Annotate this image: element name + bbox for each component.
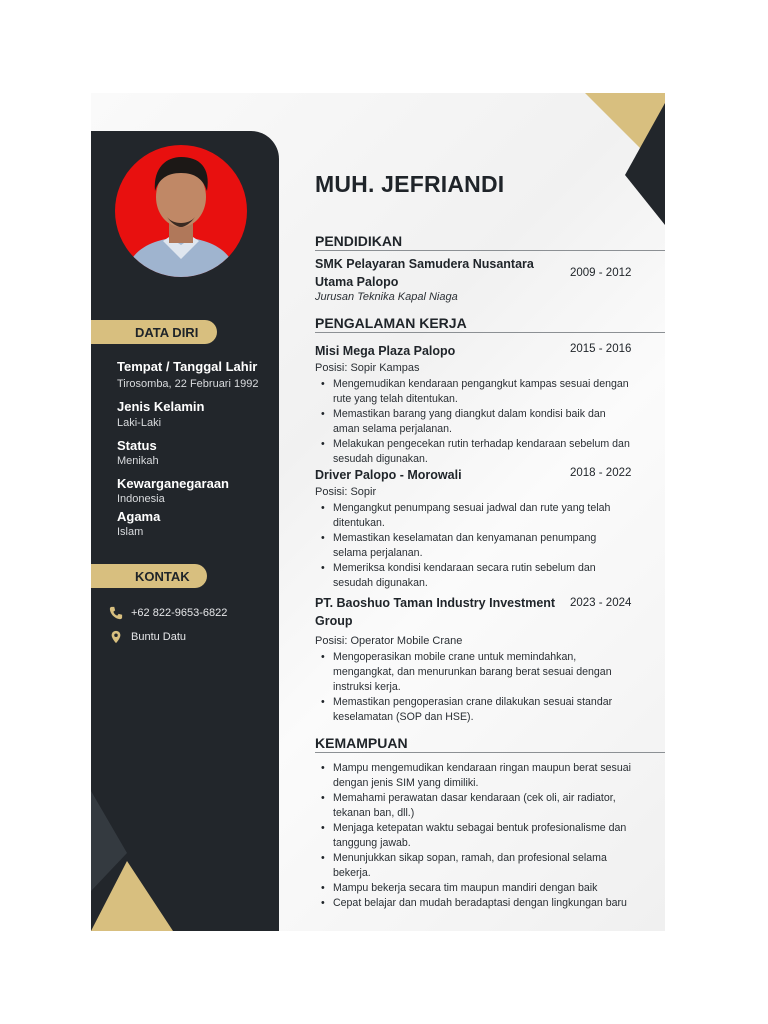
list-item: • Memeriksa kondisi kendaraan secara rutin sebelum dan sesudah digunakan. (333, 561, 633, 591)
pengalaman-heading: PENGALAMAN KERJA (315, 315, 665, 333)
job3-title-line2: Group (315, 614, 353, 628)
location-text: Buntu Datu (131, 631, 187, 643)
contact-phone[interactable] (109, 606, 227, 620)
religion-label: Agama (117, 509, 161, 524)
job2-years: 2018 - 2022 (570, 467, 632, 479)
school-major: Jurusan Teknika Kapal Niaga (315, 291, 458, 303)
skills-bullets (315, 761, 633, 911)
list-item: • Menjaga ketepatan waktu sebagai bentuk profesionalisme dan tanggung jawab. (333, 821, 633, 851)
job3-position: Posisi: Operator Mobile Crane (315, 635, 463, 647)
data-diri-title: DATA DIRI (135, 324, 199, 340)
job1-title: Misi Mega Plaza Palopo (315, 344, 456, 358)
kemampuan-heading: KEMAMPUAN (315, 735, 665, 753)
job3-years: 2023 - 2024 (570, 597, 632, 609)
nationality-value: Indonesia (117, 493, 165, 505)
list-item: • Cepat belajar dan mudah beradaptasi dengan lingkungan baru (333, 896, 633, 911)
job2-bullets (315, 501, 633, 591)
list-item: • Melakukan pengecekan rutin terhadap kendaraan sebelum dan sesudah digunakan. (333, 437, 633, 467)
corner-decoration-top-right (581, 93, 665, 225)
job3-bullets (315, 650, 633, 725)
profile-photo (115, 145, 247, 277)
corner-decoration-bottom-left (91, 791, 191, 931)
birth-label: Tempat / Tanggal Lahir (117, 359, 258, 374)
list-item: • Memastikan barang yang diangkut dalam kondisi baik dan aman selama perjalanan. (333, 407, 633, 437)
kontak-title: KONTAK (135, 568, 190, 584)
kontak-heading (91, 564, 207, 588)
nationality-label: Kewarganegaraan (117, 476, 229, 491)
job1-bullets (315, 377, 633, 467)
job2-position: Posisi: Sopir (315, 486, 377, 498)
gender-value: Laki-Laki (117, 417, 162, 429)
religion-value: Islam (117, 526, 144, 538)
list-item: • Menunjukkan sikap sopan, ramah, dan profesional selama bekerja. (333, 851, 633, 881)
job1-position: Posisi: Sopir Kampas (315, 362, 420, 374)
list-item: • Mengangkut penumpang sesuai jadwal dan rute yang telah ditentukan. (333, 501, 633, 531)
phone-icon (109, 606, 123, 620)
data-diri-heading (91, 320, 217, 344)
job1-years: 2015 - 2016 (570, 343, 632, 355)
resume-page (91, 93, 665, 931)
status-label: Status (117, 438, 157, 453)
list-item: • Mengoperasikan mobile crane untuk memindahkan, mengangkat, dan menurunkan barang berat sesuai dengan instruksi kerja. (333, 650, 633, 695)
pendidikan-heading: PENDIDIKAN (315, 233, 665, 251)
birth-value: Tirosomba, 22 Februari 1992 (117, 378, 259, 390)
contact-location (109, 630, 186, 644)
person-avatar-icon (115, 145, 247, 277)
school-name-line1: SMK Pelayaran Samudera Nusantara (315, 257, 534, 271)
list-item: • Memastikan pengoperasian crane dilakukan sesuai standar keselamatan (SOP dan HSE). (333, 695, 633, 725)
list-item: • Mampu mengemudikan kendaraan ringan maupun berat sesuai dengan jenis SIM yang dimiliki. (333, 761, 633, 791)
status-value: Menikah (117, 455, 159, 467)
phone-text: +62 822-9653-6822 (131, 607, 228, 619)
job2-title: Driver Palopo - Morowali (315, 468, 462, 482)
gender-label: Jenis Kelamin (117, 399, 205, 414)
location-pin-icon (109, 630, 123, 644)
sidebar (91, 131, 279, 931)
list-item: • Mengemudikan kendaraan pengangkut kampas sesuai dengan rute yang telah ditentukan. (333, 377, 633, 407)
person-name: MUH. JEFRIANDI (315, 171, 505, 197)
school-name-line2: Utama Palopo (315, 275, 399, 289)
list-item: • Memastikan keselamatan dan kenyamanan penumpang selama perjalanan. (333, 531, 633, 561)
list-item: • Mampu bekerja secara tim maupun mandiri dengan baik (333, 881, 633, 896)
job3-title-line1: PT. Baoshuo Taman Industry Investment (315, 596, 556, 610)
list-item: • Memahami perawatan dasar kendaraan (cek oli, air radiator, tekanan ban, dll.) (333, 791, 633, 821)
school-years: 2009 - 2012 (570, 267, 632, 279)
